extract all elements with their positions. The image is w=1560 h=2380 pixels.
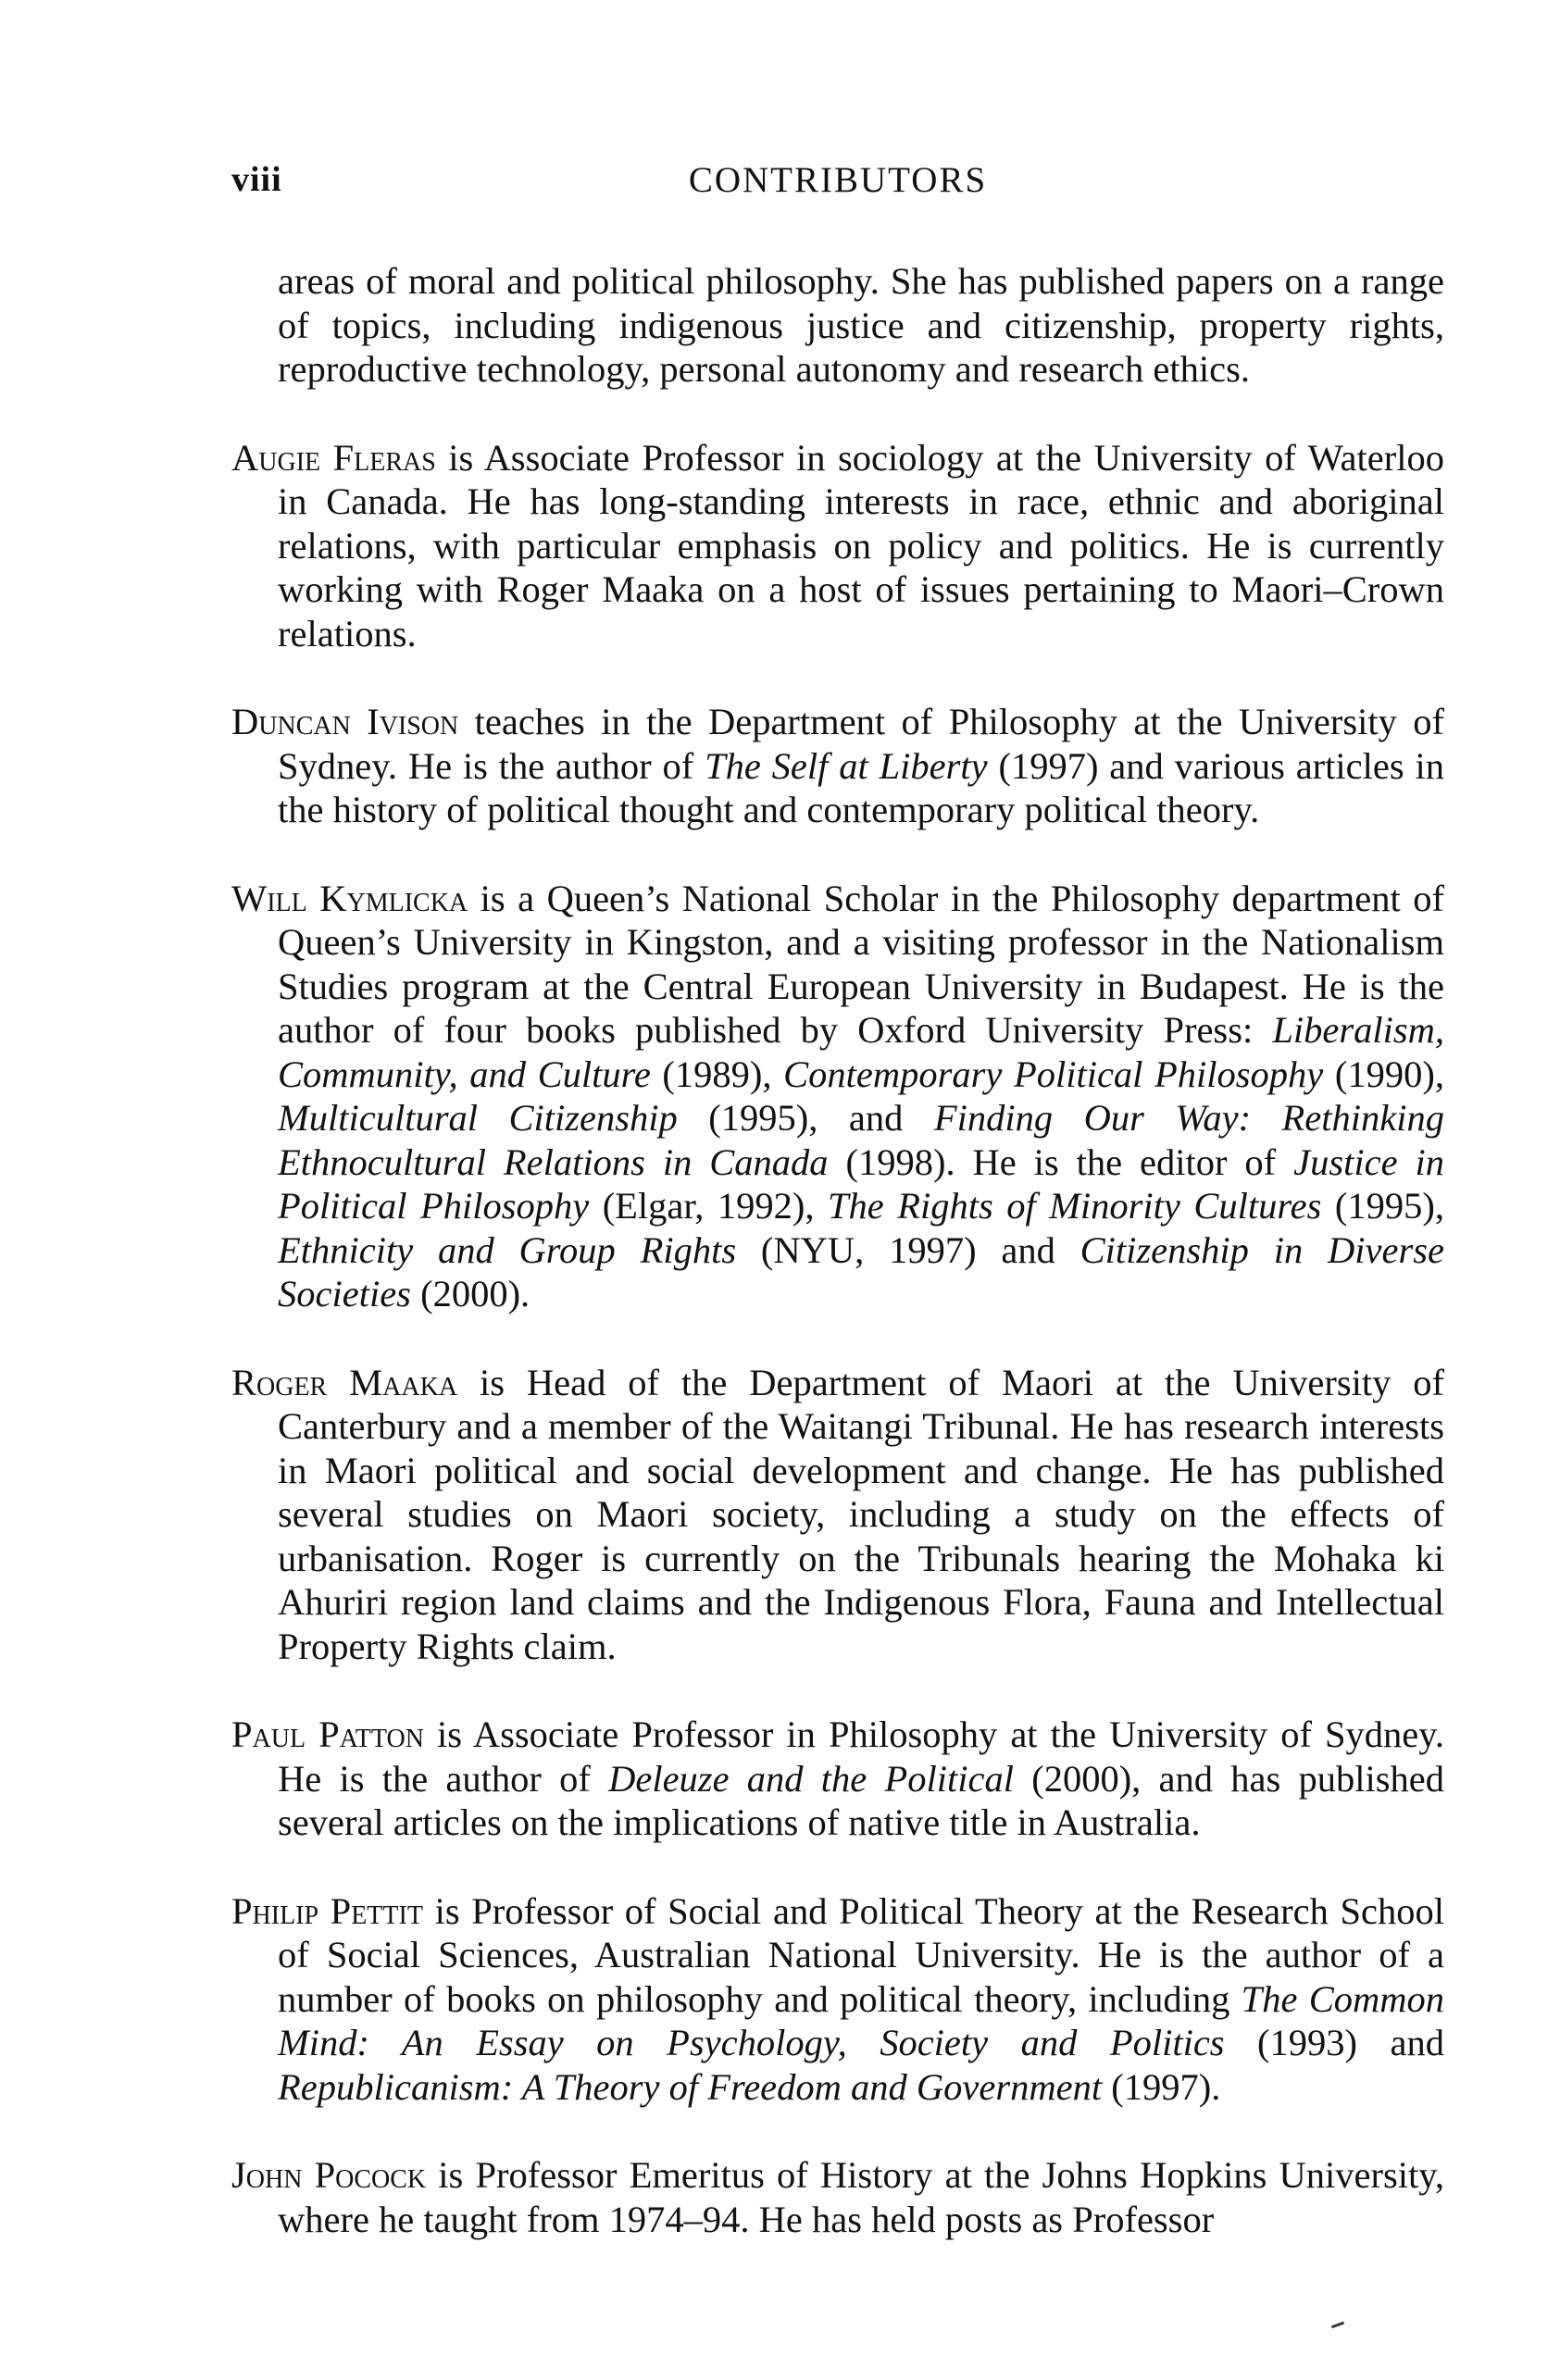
bio-text: (1998). He is the editor of: [828, 1140, 1294, 1183]
bio-text: (1990),: [1323, 1053, 1444, 1095]
bio-text: is Head of the Department of Maori at the University of Canterbury and a member of the Waitangi Tribunal. He has research interests in Maori political and social development and change. He has published several studies on Maori society, including a study on the effects of urbanisation. Roger is currently on the Tribunals hearing the Mohaka ki Ahuriri region land claims and the Indigenous Flora, Fauna and Intellectual Property Rights claim.: [278, 1361, 1444, 1667]
book-title: Deleuze and the Political: [608, 1757, 1014, 1800]
bio-text: is Associate Professor in Philosophy at the University of Sydney. He is the author of: [278, 1713, 1444, 1800]
contributor-name: Duncan Ivison: [231, 701, 459, 742]
book-title: The Common Mind: An Essay on Psychology, Society and Politics: [278, 1977, 1444, 2063]
stray-mark: [1331, 2322, 1344, 2329]
contributor-entry: [231, 1361, 1444, 1669]
bio-text: is a Queen’s National Scholar in the Philosophy department of Queen’s University in Kingston, and a visiting professor in the Nationalism Studies program at the Central European University in Budapest. He is the author of four books published by Oxford University Press:: [278, 877, 1444, 1051]
book-title: Liberalism, Community, and Culture: [278, 1009, 1444, 1095]
contributor-entry: [231, 1889, 1444, 2110]
contributors-list: [231, 259, 1444, 2241]
book-title: Contemporary Political Philosophy: [783, 1053, 1324, 1095]
contributor-name: Will Kymlicka: [231, 877, 468, 919]
contributor-entry: [231, 436, 1444, 656]
bio-text: (1997).: [1102, 2065, 1221, 2108]
bio-text: (1989),: [650, 1053, 784, 1095]
book-title: Citizenship in Diverse Societies: [278, 1228, 1444, 1315]
contributor-name: Augie Fleras: [231, 436, 436, 479]
book-title: Multicultural Citizenship: [278, 1097, 678, 1139]
book-title: The Rights of Minority Cultures: [827, 1185, 1322, 1227]
contributor-name: Philip Pettit: [231, 1889, 423, 1932]
book-title: Finding Our Way: Rethinking Ethnocultural Relations in Canada: [278, 1097, 1444, 1183]
bio-text: is Associate Professor in sociology at the University of Waterloo in Canada. He has long-standing interests in race, ethnic and aboriginal relations, with particular emphasis on policy and politics. He is currently working with Roger Maaka on a host of issues pertaining to Maori–Crown relations.: [278, 436, 1444, 654]
bio-text: is Professor of Social and Political Theory at the Research School of Social Sciences, Australian National University. He is the author of a number of books on philosophy and political theory, including: [278, 1889, 1444, 2020]
contributor-name: Paul Patton: [231, 1713, 424, 1755]
contributor-entry: [231, 2153, 1444, 2241]
contributor-entry: [231, 700, 1444, 832]
page-number: viii: [231, 160, 282, 199]
bio-text: (1997) and various articles in the history of political thought and contemporary political theory.: [278, 744, 1444, 830]
book-title: Justice in Political Philosophy: [278, 1140, 1444, 1227]
contributor-name: Roger Maaka: [231, 1361, 458, 1403]
bio-text: (2000), and has published several articles on the implications of native title in Australia.: [278, 1757, 1444, 1843]
bio-text: (1995), and: [677, 1097, 934, 1139]
contributor-entry: [231, 1713, 1444, 1845]
bio-text: (Elgar, 1992),: [589, 1185, 828, 1227]
book-title: Republicanism: A Theory of Freedom and Government: [278, 2065, 1103, 2108]
bio-text: (1993) and: [1224, 2022, 1444, 2063]
bio-text: (NYU, 1997) and: [736, 1228, 1080, 1271]
bio-text: is Professor Emeritus of History at the Johns Hopkins University, where he taught from 1974–94. He has held posts as Professor: [278, 2154, 1444, 2240]
bio-text: (2000).: [410, 1273, 530, 1315]
bio-text: teaches in the Department of Philosophy at the University of Sydney. He is the author of: [278, 701, 1444, 787]
running-head: CONTRIBUTORS: [688, 160, 988, 200]
page-header: [231, 159, 1444, 215]
bio-text: (1995),: [1321, 1185, 1444, 1227]
continued-entry: areas of moral and political philosophy. She has published papers on a range of topics, including indigenous justice and citizenship, property rights, reproductive technology, personal autonomy and research ethics.: [278, 260, 1444, 390]
book-title: Ethnicity and Group Rights: [278, 1228, 737, 1271]
contributor-name: John Pocock: [231, 2154, 427, 2196]
book-title: The Self at Liberty: [705, 744, 988, 787]
contributor-entry: [231, 877, 1444, 1316]
